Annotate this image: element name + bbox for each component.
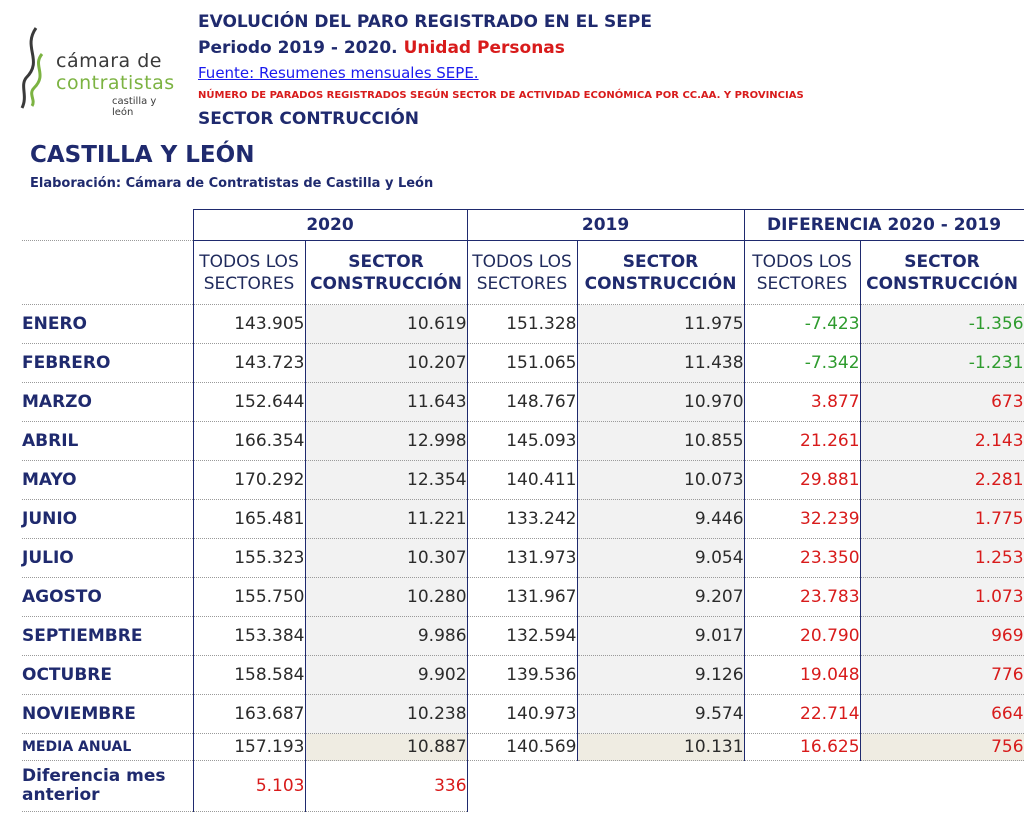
row-label: OCTUBRE <box>22 656 193 695</box>
cell-2019-construction: 10.073 <box>577 461 744 500</box>
unit-text: Unidad Personas <box>403 38 565 58</box>
row-label: ENERO <box>22 305 193 344</box>
cell-2019-construction: 11.975 <box>577 305 744 344</box>
source-link[interactable]: Fuente: Resumenes mensuales SEPE. <box>198 64 479 82</box>
cell-2019-construction: 9.126 <box>577 656 744 695</box>
cell-diff-all: 3.877 <box>744 383 860 422</box>
cell-2019-all: 131.973 <box>467 539 577 578</box>
row-label: JULIO <box>22 539 193 578</box>
cell-2019-all: 140.411 <box>467 461 577 500</box>
cell-2020-construction: 10.280 <box>305 578 467 617</box>
company-logo <box>14 26 179 118</box>
cell-2020-construction: 10.307 <box>305 539 467 578</box>
table-row <box>22 539 1024 578</box>
subheader-construction: SECTOR CONSTRUCCIÓN <box>577 241 744 305</box>
cell-2019-all: 145.093 <box>467 422 577 461</box>
period-text: Periodo 2019 - 2020. <box>198 38 398 58</box>
cell-diff-construction: 664 <box>860 695 1024 734</box>
cell-2020-all: 163.687 <box>193 695 305 734</box>
cell-2019-construction: 9.017 <box>577 617 744 656</box>
logo-text-line2: contratistas <box>56 72 175 94</box>
diferencia-mes-row <box>22 761 1024 812</box>
credit-text: Elaboración: Cámara de Contratistas de Castilla y León <box>30 176 434 191</box>
cell-2019-construction: 9.574 <box>577 695 744 734</box>
row-label: JUNIO <box>22 500 193 539</box>
cell-2019-all: 151.328 <box>467 305 577 344</box>
row-label: MEDIA ANUAL <box>22 734 193 761</box>
period-line <box>198 38 565 58</box>
group-header-difference: DIFERENCIA 2020 - 2019 <box>744 210 1024 241</box>
subheader-all-sectors: TODOS LOS SECTORES <box>193 241 305 305</box>
cell-2019-construction: 9.054 <box>577 539 744 578</box>
logo-text-line3: castilla y león <box>112 96 157 118</box>
cell-2020-all: 166.354 <box>193 422 305 461</box>
media-anual-row <box>22 734 1024 761</box>
group-header-2020: 2020 <box>193 210 467 241</box>
row-label: ABRIL <box>22 422 193 461</box>
row-label: Diferencia mes anterior <box>22 761 193 812</box>
table-row <box>22 656 1024 695</box>
group-header-row <box>22 210 1024 241</box>
cell-2020-all: 158.584 <box>193 656 305 695</box>
cell-2020-all: 155.323 <box>193 539 305 578</box>
cell-2020-construction: 10.619 <box>305 305 467 344</box>
subheader-all-sectors: TODOS LOS SECTORES <box>744 241 860 305</box>
logo-mark-icon <box>14 26 54 110</box>
page-title: EVOLUCIÓN DEL PARO REGISTRADO EN EL SEPE <box>198 12 652 32</box>
cell-2020-construction: 10.207 <box>305 344 467 383</box>
row-label: FEBRERO <box>22 344 193 383</box>
cell-diff-construction: 2.143 <box>860 422 1024 461</box>
table-row <box>22 383 1024 422</box>
logo-text-line1: cámara de <box>56 50 162 72</box>
table-row <box>22 578 1024 617</box>
cell-diff-construction: 776 <box>860 656 1024 695</box>
cell-diff-construction: 1.073 <box>860 578 1024 617</box>
region-title: CASTILLA Y LEÓN <box>30 142 255 168</box>
corner-cell <box>22 210 193 241</box>
cell-2019-all: 148.767 <box>467 383 577 422</box>
subheader-row <box>22 241 1024 305</box>
cell-2020-construction: 10.238 <box>305 695 467 734</box>
cell-2019-all: 139.536 <box>467 656 577 695</box>
cell-2019-construction: 9.446 <box>577 500 744 539</box>
cell-diff-all: 29.881 <box>744 461 860 500</box>
cell-diff-all: 20.790 <box>744 617 860 656</box>
cell-2020-all: 165.481 <box>193 500 305 539</box>
table-body <box>22 305 1024 734</box>
cell-2020-all: 143.723 <box>193 344 305 383</box>
subheader-construction: SECTOR CONSTRUCCIÓN <box>305 241 467 305</box>
cell-2019-construction: 10.855 <box>577 422 744 461</box>
row-label: MAYO <box>22 461 193 500</box>
row-label: MARZO <box>22 383 193 422</box>
cell-2019-all: 140.973 <box>467 695 577 734</box>
row-label: NOVIEMBRE <box>22 695 193 734</box>
table-row <box>22 695 1024 734</box>
cell-2019-construction: 11.438 <box>577 344 744 383</box>
unemployment-table <box>22 209 1024 812</box>
sector-title: SECTOR CONTRUCCIÓN <box>198 109 419 129</box>
cell-diff-all: 23.350 <box>744 539 860 578</box>
table-row <box>22 500 1024 539</box>
diff-prev-month-construction: 336 <box>305 761 467 812</box>
cell-diff-all: 22.714 <box>744 695 860 734</box>
subtitle: NÚMERO DE PARADOS REGISTRADOS SEGÚN SECTOR DE ACTIVIDAD ECONÓMICA POR CC.AA. Y PROVINCIAS <box>198 90 804 101</box>
cell-2020-all: 155.750 <box>193 578 305 617</box>
cell-diff-all: 16.625 <box>744 734 860 761</box>
cell-2020-construction: 11.643 <box>305 383 467 422</box>
cell-diff-all: -7.423 <box>744 305 860 344</box>
table-row <box>22 617 1024 656</box>
corner-cell <box>22 241 193 305</box>
cell-diff-construction: -1.356 <box>860 305 1024 344</box>
cell-2020-all: 143.905 <box>193 305 305 344</box>
cell-diff-all: 21.261 <box>744 422 860 461</box>
cell-2019-all: 151.065 <box>467 344 577 383</box>
cell-diff-construction: 673 <box>860 383 1024 422</box>
cell-2020-construction: 9.902 <box>305 656 467 695</box>
cell-2019-all: 131.967 <box>467 578 577 617</box>
table-row <box>22 422 1024 461</box>
subheader-construction: SECTOR CONSTRUCCIÓN <box>860 241 1024 305</box>
table-row <box>22 461 1024 500</box>
table-row <box>22 305 1024 344</box>
cell-2020-all: 170.292 <box>193 461 305 500</box>
cell-2019-construction: 10.970 <box>577 383 744 422</box>
diff-prev-month-all: 5.103 <box>193 761 305 812</box>
cell-2020-all: 153.384 <box>193 617 305 656</box>
cell-2019-construction: 10.131 <box>577 734 744 761</box>
cell-diff-construction: 2.281 <box>860 461 1024 500</box>
cell-2020-construction: 11.221 <box>305 500 467 539</box>
cell-2020-construction: 9.986 <box>305 617 467 656</box>
cell-2020-construction: 10.887 <box>305 734 467 761</box>
group-header-2019: 2019 <box>467 210 744 241</box>
cell-diff-construction: 1.253 <box>860 539 1024 578</box>
cell-2019-all: 133.242 <box>467 500 577 539</box>
cell-diff-construction: -1.231 <box>860 344 1024 383</box>
row-label: AGOSTO <box>22 578 193 617</box>
cell-2020-all: 157.193 <box>193 734 305 761</box>
table-row <box>22 344 1024 383</box>
cell-diff-all: 19.048 <box>744 656 860 695</box>
cell-diff-construction: 756 <box>860 734 1024 761</box>
cell-2020-all: 152.644 <box>193 383 305 422</box>
cell-2020-construction: 12.354 <box>305 461 467 500</box>
subheader-all-sectors: TODOS LOS SECTORES <box>467 241 577 305</box>
cell-diff-all: 32.239 <box>744 500 860 539</box>
row-label: SEPTIEMBRE <box>22 617 193 656</box>
cell-diff-all: -7.342 <box>744 344 860 383</box>
cell-2019-all: 140.569 <box>467 734 577 761</box>
cell-2020-construction: 12.998 <box>305 422 467 461</box>
cell-2019-construction: 9.207 <box>577 578 744 617</box>
cell-diff-construction: 969 <box>860 617 1024 656</box>
cell-diff-construction: 1.775 <box>860 500 1024 539</box>
cell-2019-all: 132.594 <box>467 617 577 656</box>
cell-diff-all: 23.783 <box>744 578 860 617</box>
